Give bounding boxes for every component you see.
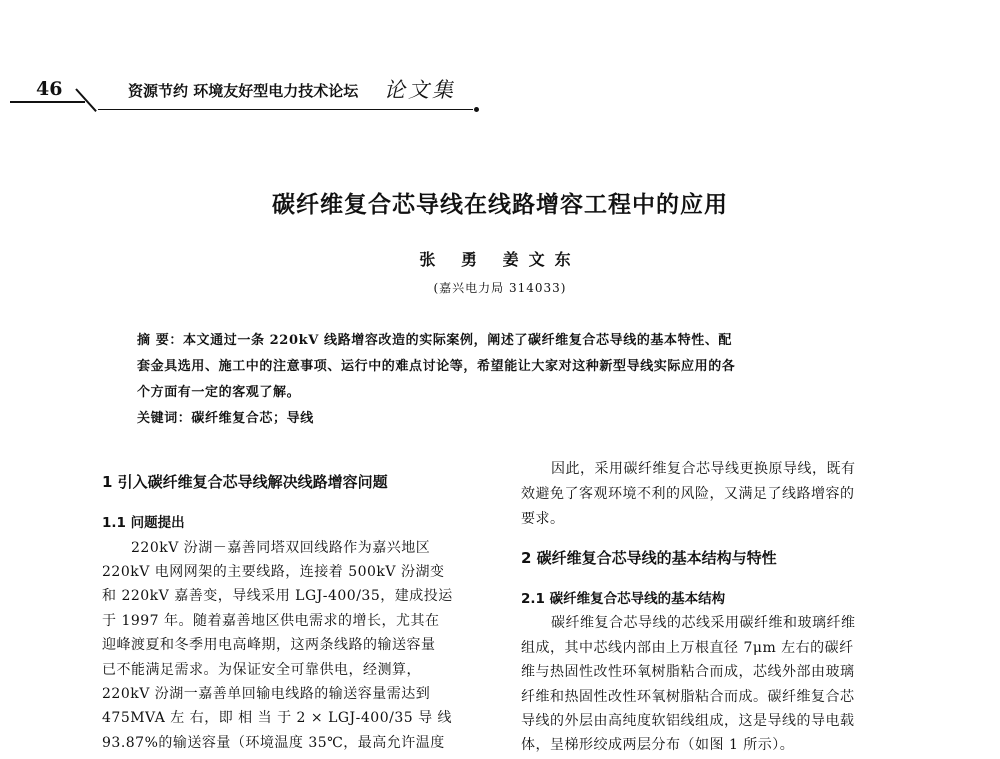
right-intro-line-2: 效避免了客观环境不利的风险，又满足了线路增容的	[521, 486, 855, 502]
left-line-7: 220kV 汾湖一嘉善单回输电线路的输送容量需达到	[102, 686, 431, 702]
right-line-3: 维与热固性改性环氧树脂粘合而成，芯线外部由玻璃	[521, 664, 855, 680]
abstract-label: 摘 要：	[137, 333, 183, 348]
paper-authors: 张 勇 姜文东	[419, 250, 581, 269]
left-line-4: 于 1997 年。随着嘉善地区供电需求的增长，尤其在	[102, 613, 440, 629]
paper-title: 碳纤维复合芯导线在线路增容工程中的应用	[272, 191, 728, 218]
right-line-4: 纤维和热固性改性环氧树脂粘合而成。碳纤维复合芯	[521, 689, 855, 705]
right-line-5: 导线的外层由高纯度软铝线组成，这是导线的导电载	[521, 713, 855, 729]
header-rule	[98, 109, 473, 110]
right-intro-line-1: 因此，采用碳纤维复合芯导线更换原导线，既有	[551, 461, 856, 477]
right-line-6: 体，呈梯形绞成两层分布（如图 1 所示）。	[521, 737, 795, 753]
journal-brand: 论文集	[384, 78, 456, 102]
right-line-1: 碳纤维复合芯导线的芯线采用碳纤维和玻璃纤维	[551, 615, 856, 631]
header-rule-left	[10, 101, 85, 103]
paper-affiliation: (嘉兴电力局 314033)	[433, 281, 567, 295]
keywords-line	[137, 407, 314, 426]
journal-name: 资源节约 环境友好型电力技术论坛	[128, 82, 359, 100]
keywords-label: 关键词：	[137, 411, 192, 426]
left-line-2: 220kV 电网网架的主要线路，连接着 500kV 汾湖变	[102, 564, 445, 580]
keywords-text: 碳纤维复合芯；导线	[191, 411, 314, 426]
left-line-9: 93.87%的输送容量（环境温度 35℃，最高允许温度	[102, 735, 445, 751]
left-line-6: 已不能满足需求。为保证安全可靠供电，经测算，	[102, 662, 421, 678]
right-intro-line-3: 要求。	[521, 511, 565, 527]
left-line-3: 和 220kV 嘉善变，导线采用 LGJ-400/35，建成投运	[102, 588, 453, 604]
section-2-1-heading: 2.1 碳纤维复合芯导线的基本结构	[521, 591, 726, 607]
section-2-heading: 2 碳纤维复合芯导线的基本结构与特性	[521, 549, 777, 567]
left-line-1: 220kV 汾湖－嘉善同塔双回线路作为嘉兴地区	[131, 540, 431, 556]
abstract-line-1	[137, 329, 732, 348]
left-line-8: 475MVA 左 右，即 相 当 于 2 × LGJ-400/35 导 线	[102, 710, 453, 726]
right-line-2: 组成，其中芯线内部由上万根直径 7μm 左右的碳纤	[521, 640, 854, 656]
page-number: 46	[36, 78, 63, 100]
section-1-1-heading: 1.1 问题提出	[102, 515, 185, 531]
left-line-5: 迎峰渡夏和冬季用电高峰期，这两条线路的输送容量	[102, 637, 436, 653]
abstract-line-2: 套金具选用、施工中的注意事项、运行中的难点讨论等，希望能让大家对这种新型导线实际应用的各	[137, 359, 736, 374]
abstract-text: 本文通过一条 220kV 线路增容改造的实际案例，阐述了碳纤维复合芯导线的基本特性、配	[182, 333, 733, 348]
abstract-line-3: 个方面有一定的客观了解。	[137, 385, 301, 400]
section-1-heading: 1 引入碳纤维复合芯导线解决线路增容问题	[102, 473, 388, 491]
header-rule-dot	[474, 107, 479, 112]
